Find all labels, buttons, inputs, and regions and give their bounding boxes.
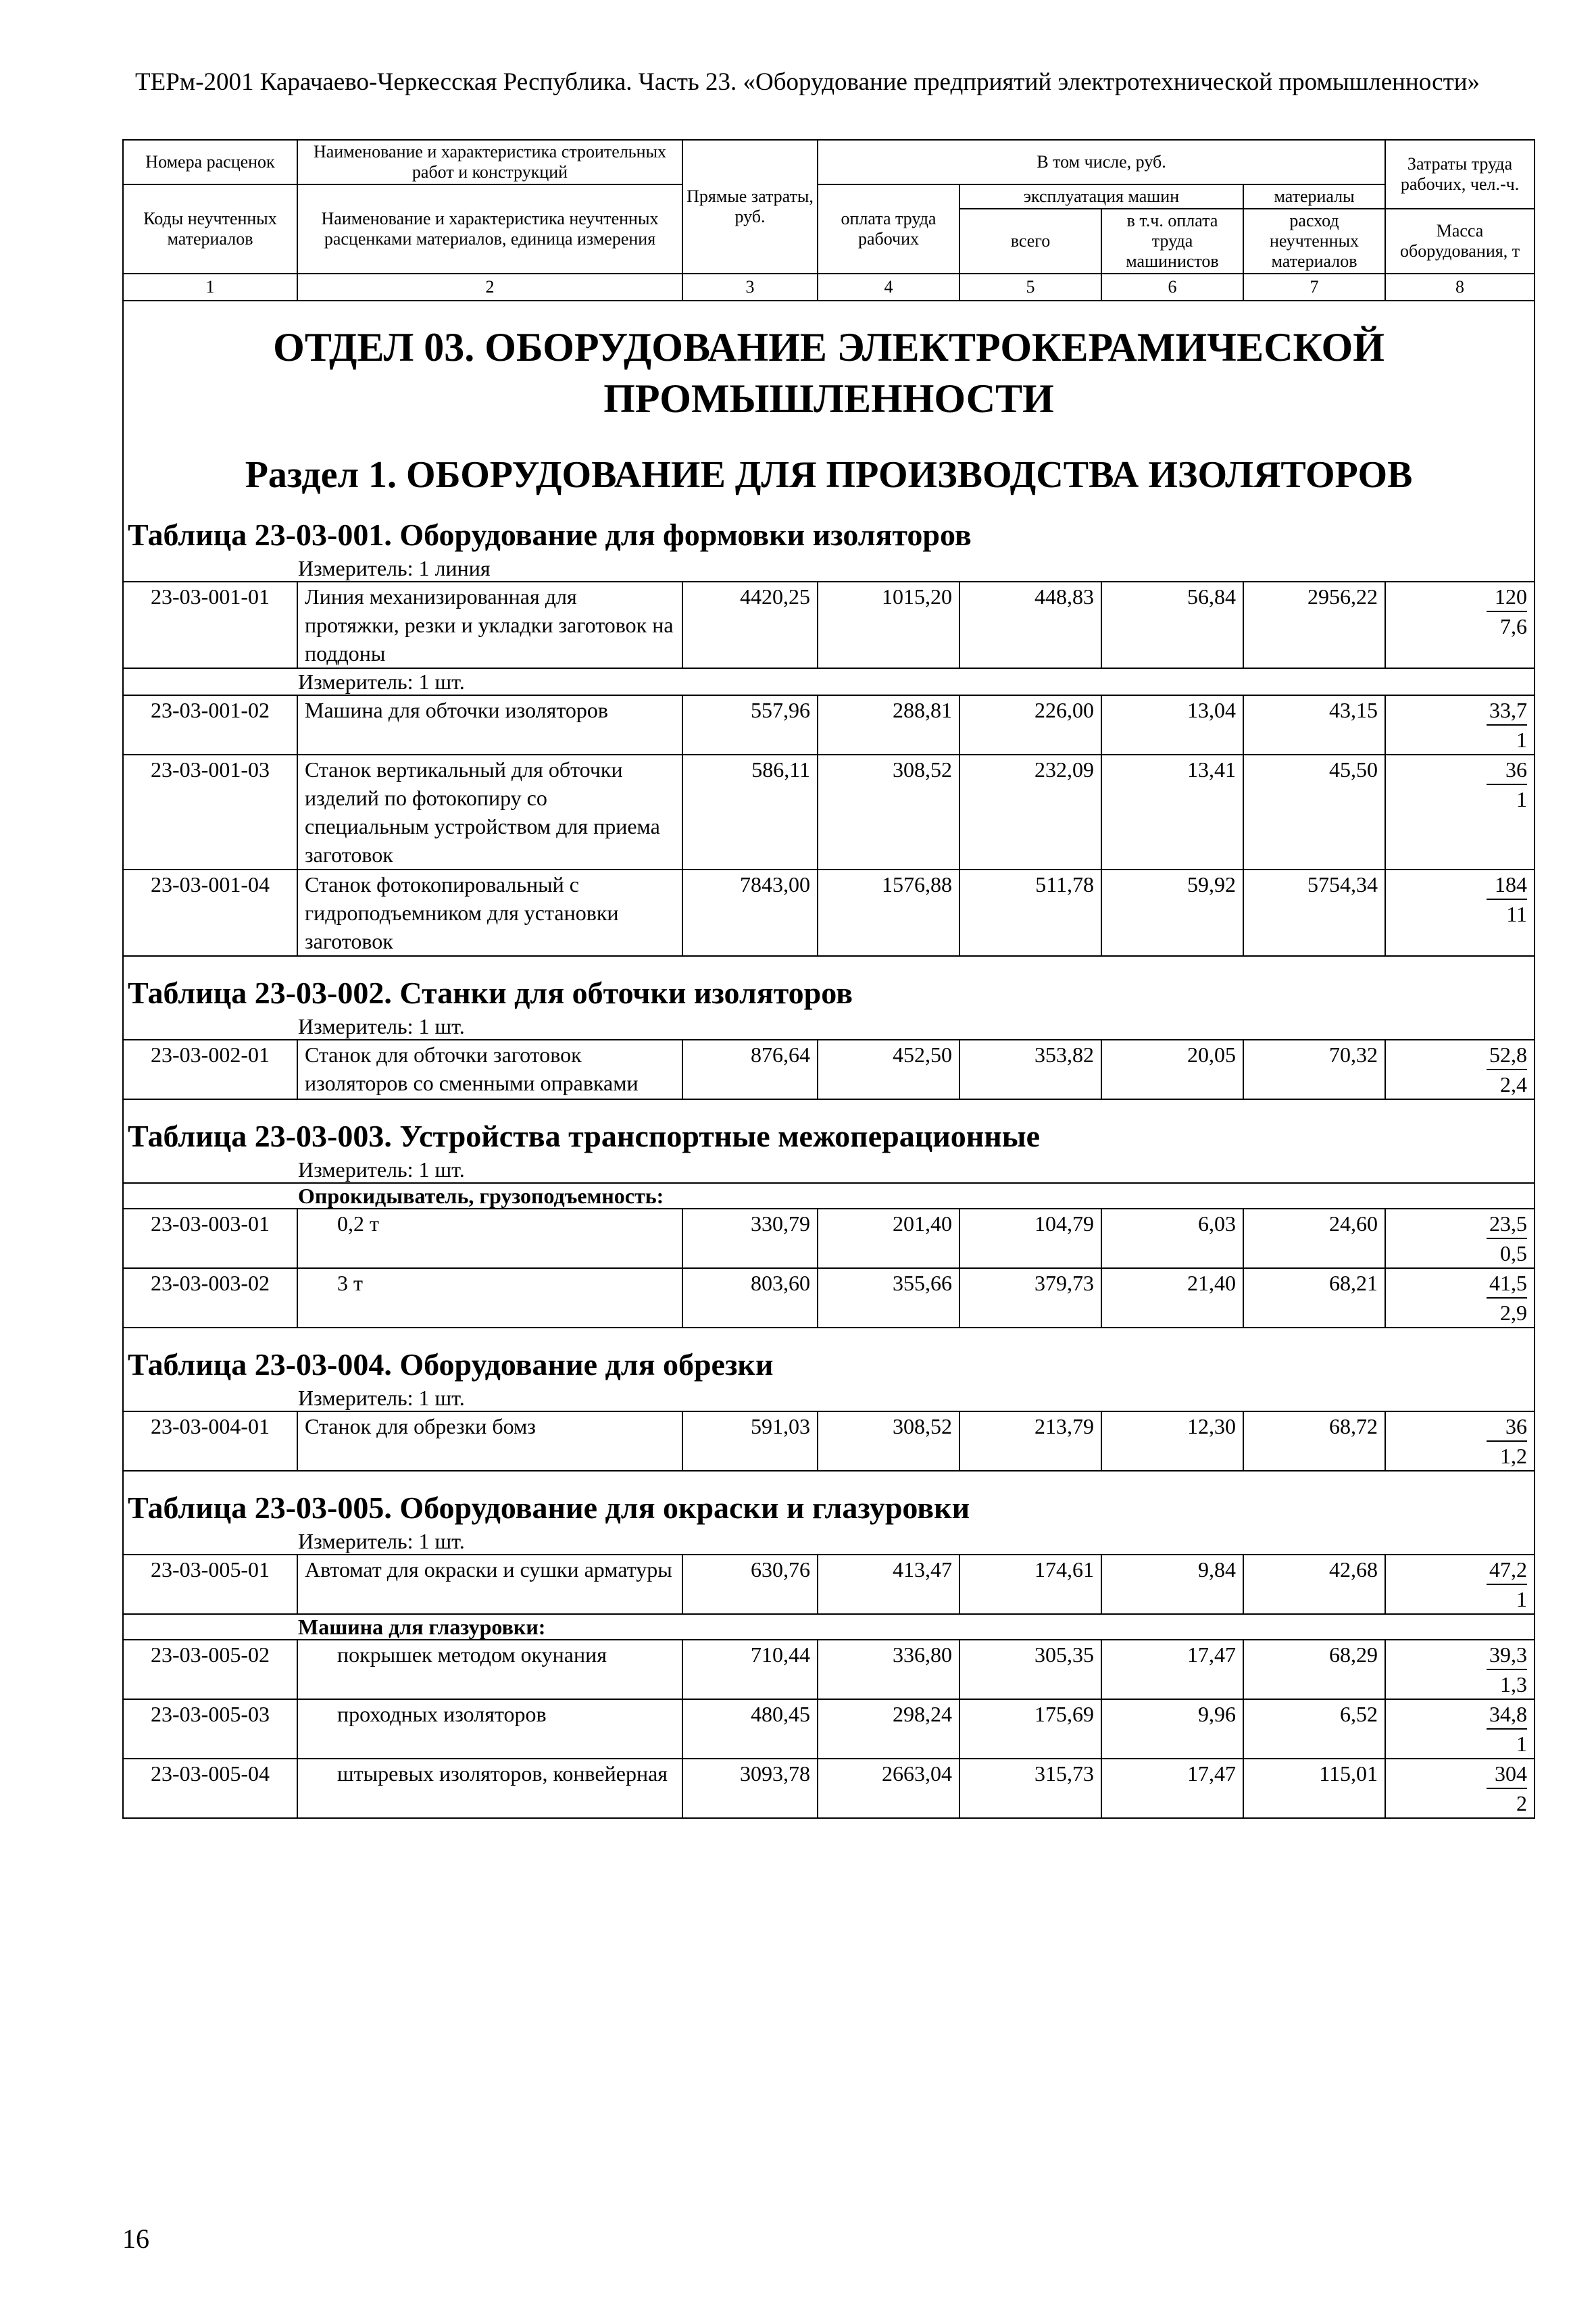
materials-cost: 45,50	[1243, 755, 1385, 870]
machine-total: 104,79	[959, 1209, 1101, 1268]
direct-cost: 630,76	[682, 1555, 818, 1614]
machine-total: 213,79	[959, 1411, 1101, 1471]
rate-code: 23-03-004-01	[123, 1411, 297, 1471]
materials-cost: 68,72	[1243, 1411, 1385, 1471]
equipment-mass: 1	[1516, 787, 1528, 811]
column-number: 2	[297, 274, 682, 301]
meter-label: Измеритель: 1 шт.	[123, 1528, 1535, 1555]
group-label: Машина для глазуровки:	[123, 1614, 1535, 1640]
labor-pay: 452,50	[818, 1040, 959, 1099]
col-header-6: в т.ч. оплата труда машинистов	[1101, 209, 1243, 274]
rate-code: 23-03-003-01	[123, 1209, 297, 1268]
column-number-row	[123, 274, 1535, 301]
table-title: Таблица 23-03-004. Оборудование для обрезки	[123, 1344, 1535, 1385]
meter-label: Измеритель: 1 шт.	[123, 1385, 1535, 1411]
table-title: Таблица 23-03-003. Устройства транспортные межоперационные	[123, 1116, 1535, 1157]
equipment-mass: 7,6	[1500, 614, 1528, 638]
machine-total: 226,00	[959, 695, 1101, 755]
rate-code: 23-03-001-03	[123, 755, 297, 870]
direct-cost: 876,64	[682, 1040, 818, 1099]
rate-code: 23-03-003-02	[123, 1268, 297, 1328]
machine-total: 511,78	[959, 870, 1101, 956]
equipment-mass: 2	[1516, 1791, 1528, 1815]
direct-cost: 4420,25	[682, 582, 818, 668]
labor-pay: 288,81	[818, 695, 959, 755]
labor-and-mass	[1385, 755, 1535, 870]
machinist-pay: 13,04	[1101, 695, 1243, 755]
rate-name: Машина для обточки изоляторов	[297, 695, 682, 755]
col-header-5: всего	[959, 209, 1101, 274]
labor-hours: 36	[1487, 755, 1527, 785]
labor-hours: 47,2	[1487, 1555, 1527, 1585]
labor-hours: 184	[1487, 870, 1527, 900]
labor-and-mass	[1385, 1699, 1535, 1759]
rate-name: 0,2 т	[297, 1209, 682, 1268]
labor-and-mass	[1385, 1411, 1535, 1471]
group-label: Опрокидыватель, грузоподъемность:	[123, 1183, 1535, 1209]
rate-name: Станок для обточки заготовок изоляторов со сменными оправками	[297, 1040, 682, 1099]
rate-code: 23-03-001-04	[123, 870, 297, 956]
machine-total: 232,09	[959, 755, 1101, 870]
equipment-mass: 1	[1516, 728, 1528, 752]
rate-code: 23-03-001-02	[123, 695, 297, 755]
materials-cost: 6,52	[1243, 1699, 1385, 1759]
labor-pay: 2663,04	[818, 1759, 959, 1818]
materials-cost: 24,60	[1243, 1209, 1385, 1268]
machinist-pay: 56,84	[1101, 582, 1243, 668]
labor-pay: 201,40	[818, 1209, 959, 1268]
section-title: ОТДЕЛ 03. ОБОРУДОВАНИЕ ЭЛЕКТРОКЕРАМИЧЕСКОЙ ПРОМЫШЛЕННОСТИ	[123, 322, 1535, 424]
labor-pay: 298,24	[818, 1699, 959, 1759]
rate-name: покрышек методом окунания	[297, 1640, 682, 1699]
machine-total: 379,73	[959, 1268, 1101, 1328]
materials-cost: 68,21	[1243, 1268, 1385, 1328]
table-title: Таблица 23-03-002. Станки для обточки изоляторов	[123, 973, 1535, 1013]
meter-label: Измеритель: 1 шт.	[123, 668, 1535, 695]
column-number: 5	[959, 274, 1101, 301]
machinist-pay: 17,47	[1101, 1640, 1243, 1699]
rate-name: штыревых изоляторов, конвейерная	[297, 1759, 682, 1818]
labor-and-mass	[1385, 1209, 1535, 1268]
labor-hours: 33,7	[1487, 696, 1527, 726]
rate-name: Автомат для окраски и сушки арматуры	[297, 1555, 682, 1614]
materials-cost: 2956,22	[1243, 582, 1385, 668]
col-header-2-bot: Наименование и характеристика неучтенных расценками материалов, единица измерения	[297, 184, 682, 274]
machinist-pay: 21,40	[1101, 1268, 1243, 1328]
page-number: 16	[122, 2223, 149, 2254]
materials-cost: 115,01	[1243, 1759, 1385, 1818]
direct-cost: 591,03	[682, 1411, 818, 1471]
rate-name: 3 т	[297, 1268, 682, 1328]
labor-and-mass	[1385, 1759, 1535, 1818]
equipment-mass: 1,3	[1500, 1672, 1528, 1696]
col-header-7: расход неучтенных материалов	[1243, 209, 1385, 274]
direct-cost: 330,79	[682, 1209, 818, 1268]
column-number: 7	[1243, 274, 1385, 301]
labor-hours: 34,8	[1487, 1700, 1527, 1730]
equipment-mass: 1	[1516, 1732, 1528, 1756]
col-header-mat: материалы	[1243, 184, 1385, 209]
labor-and-mass	[1385, 870, 1535, 956]
machine-total: 305,35	[959, 1640, 1101, 1699]
meter-label: Измеритель: 1 шт.	[123, 1013, 1535, 1040]
materials-cost: 42,68	[1243, 1555, 1385, 1614]
table-title: Таблица 23-03-005. Оборудование для окраски и глазуровки	[123, 1488, 1535, 1528]
machine-total: 175,69	[959, 1699, 1101, 1759]
materials-cost: 70,32	[1243, 1040, 1385, 1099]
machinist-pay: 13,41	[1101, 755, 1243, 870]
labor-hours: 304	[1487, 1759, 1527, 1789]
direct-cost: 710,44	[682, 1640, 818, 1699]
labor-and-mass	[1385, 695, 1535, 755]
materials-cost: 68,29	[1243, 1640, 1385, 1699]
equipment-mass: 1,2	[1500, 1444, 1528, 1468]
labor-and-mass	[1385, 1040, 1535, 1099]
rate-code: 23-03-005-03	[123, 1699, 297, 1759]
rate-code: 23-03-005-01	[123, 1555, 297, 1614]
col-header-8-top: Затраты труда рабочих, чел.-ч.	[1385, 140, 1535, 209]
col-header-incl: В том числе, руб.	[818, 140, 1385, 184]
labor-and-mass	[1385, 1640, 1535, 1699]
col-header-1-top: Номера расценок	[123, 140, 297, 184]
machine-total: 353,82	[959, 1040, 1101, 1099]
machinist-pay: 17,47	[1101, 1759, 1243, 1818]
direct-cost: 7843,00	[682, 870, 818, 956]
labor-hours: 36	[1487, 1412, 1527, 1442]
rate-code: 23-03-005-02	[123, 1640, 297, 1699]
labor-hours: 39,3	[1487, 1640, 1527, 1670]
rate-code: 23-03-005-04	[123, 1759, 297, 1818]
rate-name: Станок для обрезки бомз	[297, 1411, 682, 1471]
direct-cost: 803,60	[682, 1268, 818, 1328]
direct-cost: 557,96	[682, 695, 818, 755]
machinist-pay: 59,92	[1101, 870, 1243, 956]
machine-total: 448,83	[959, 582, 1101, 668]
machinist-pay: 9,96	[1101, 1699, 1243, 1759]
col-header-3: Прямые затраты, руб.	[682, 140, 818, 274]
labor-hours: 120	[1487, 582, 1527, 612]
col-header-1-bot: Коды неучтенных материалов	[123, 184, 297, 274]
labor-and-mass	[1385, 582, 1535, 668]
subsection-title: Раздел 1. ОБОРУДОВАНИЕ ДЛЯ ПРОИЗВОДСТВА ИЗОЛЯТОРОВ	[123, 451, 1535, 499]
labor-pay: 413,47	[818, 1555, 959, 1614]
machinist-pay: 12,30	[1101, 1411, 1243, 1471]
machinist-pay: 9,84	[1101, 1555, 1243, 1614]
meter-label: Измеритель: 1 шт.	[123, 1157, 1535, 1183]
labor-hours: 23,5	[1487, 1209, 1527, 1239]
labor-pay: 308,52	[818, 1411, 959, 1471]
labor-hours: 41,5	[1487, 1269, 1527, 1299]
column-number: 6	[1101, 274, 1243, 301]
equipment-mass: 11	[1506, 902, 1528, 926]
rate-name: проходных изоляторов	[297, 1699, 682, 1759]
labor-pay: 336,80	[818, 1640, 959, 1699]
col-header-8-bot: Масса оборудования, т	[1385, 209, 1535, 274]
meter-label: Измеритель: 1 линия	[123, 555, 1535, 582]
rate-code: 23-03-001-01	[123, 582, 297, 668]
materials-cost: 5754,34	[1243, 870, 1385, 956]
rate-name: Станок вертикальный для обточки изделий по фотокопиру со специальным устройством для приема заготовок	[297, 755, 682, 870]
labor-pay: 1576,88	[818, 870, 959, 956]
machine-total: 174,61	[959, 1555, 1101, 1614]
table-title: Таблица 23-03-001. Оборудование для формовки изоляторов	[123, 515, 1535, 555]
rate-name: Линия механизированная для протяжки, резки и укладки заготовок на поддоны	[297, 582, 682, 668]
direct-cost: 480,45	[682, 1699, 818, 1759]
direct-cost: 3093,78	[682, 1759, 818, 1818]
equipment-mass: 1	[1516, 1587, 1528, 1611]
equipment-mass: 2,9	[1500, 1301, 1528, 1325]
column-number: 3	[682, 274, 818, 301]
labor-pay: 355,66	[818, 1268, 959, 1328]
materials-cost: 43,15	[1243, 695, 1385, 755]
labor-pay: 308,52	[818, 755, 959, 870]
equipment-mass: 0,5	[1500, 1241, 1528, 1265]
page-header: ТЕРм-2001 Карачаево-Черкесская Республика. Часть 23. «Оборудование предприятий электротехнической промышленности»	[135, 68, 1480, 96]
machinist-pay: 6,03	[1101, 1209, 1243, 1268]
machine-total: 315,73	[959, 1759, 1101, 1818]
column-number: 1	[123, 274, 297, 301]
col-header-2-top: Наименование и характеристика строительных работ и конструкций	[297, 140, 682, 184]
machinist-pay: 20,05	[1101, 1040, 1243, 1099]
col-header-exp: эксплуатация машин	[959, 184, 1243, 209]
col-header-4: оплата труда рабочих	[818, 184, 959, 274]
rates-table	[122, 139, 1535, 1819]
equipment-mass: 2,4	[1500, 1072, 1528, 1097]
rate-code: 23-03-002-01	[123, 1040, 297, 1099]
column-number: 8	[1385, 274, 1535, 301]
labor-hours: 52,8	[1487, 1040, 1527, 1070]
labor-pay: 1015,20	[818, 582, 959, 668]
direct-cost: 586,11	[682, 755, 818, 870]
rate-name: Станок фотокопировальный с гидроподъемником для установки заготовок	[297, 870, 682, 956]
labor-and-mass	[1385, 1268, 1535, 1328]
column-number: 4	[818, 274, 959, 301]
labor-and-mass	[1385, 1555, 1535, 1614]
